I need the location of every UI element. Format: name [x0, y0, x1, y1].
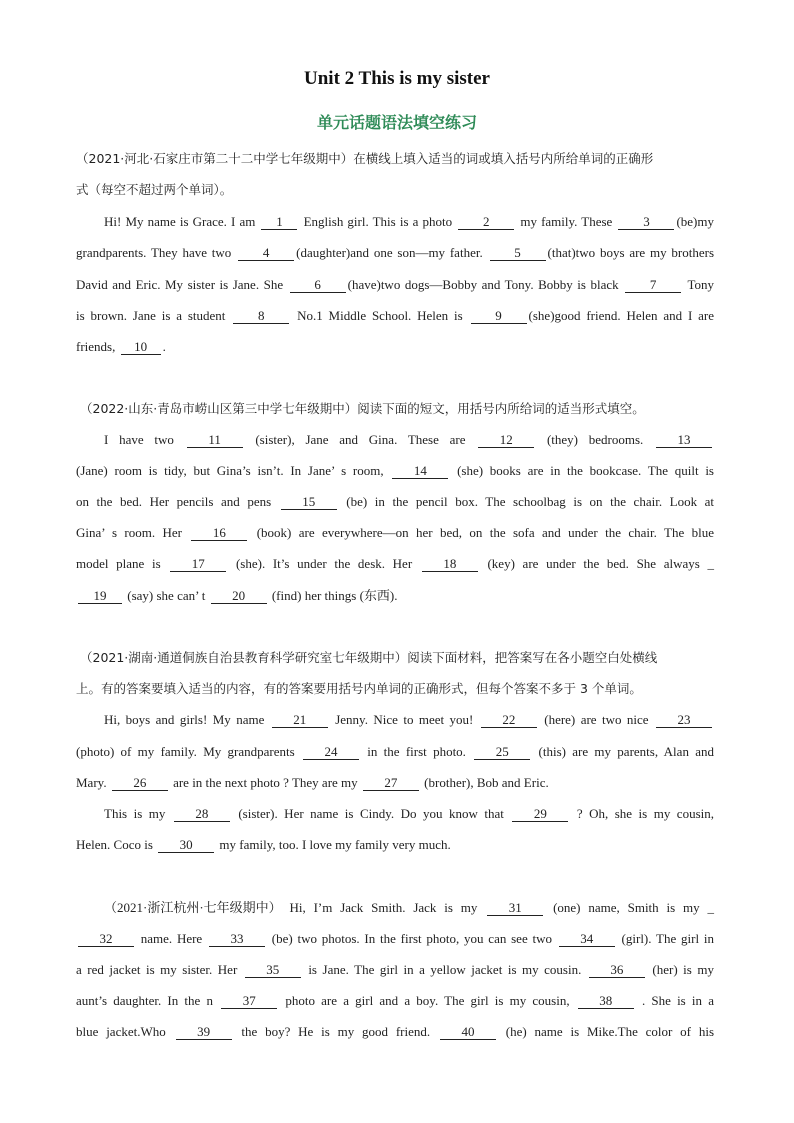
text-line: friends, 10 . [76, 339, 166, 354]
text-line: a red jacket is my sister. Her 35 is Jane. The girl in a yellow jacket is my cousin. 36 (her) is my [76, 962, 714, 977]
answer-blank[interactable]: 24 [303, 745, 359, 760]
answer-blank[interactable]: 31 [487, 901, 543, 916]
answer-blank[interactable]: 20 [211, 589, 267, 604]
answer-blank[interactable]: 36 [589, 963, 645, 978]
answer-blank[interactable]: 9 [471, 309, 527, 324]
answer-blank[interactable]: 28 [174, 807, 230, 822]
text-line: (Jane) room is tidy, but Gina’s isn’t. In Jane’ s room, 14 (she) books are in the bookcase. The quilt is [76, 463, 714, 478]
answer-blank[interactable]: 26 [112, 776, 168, 791]
text-line: （2021·浙江杭州·七年级期中） Hi, I’m Jack Smith. Jack is my 31 (one) name, Smith is my _ [104, 900, 714, 915]
answer-blank[interactable]: 5 [490, 246, 546, 261]
answer-blank[interactable]: 2 [458, 215, 514, 230]
text-line: is brown. Jane is a student 8 No.1 Middle School. Helen is 9 (she)good friend. Helen and I are [76, 308, 714, 323]
answer-blank[interactable]: 17 [170, 557, 226, 572]
answer-blank[interactable]: 38 [578, 994, 634, 1009]
answer-blank[interactable]: 4 [238, 246, 294, 261]
answer-blank[interactable]: 22 [481, 713, 537, 728]
page-subtitle: 单元话题语法填空练习 [316, 113, 477, 132]
text-line: model plane is 17 (she). It’s under the desk. Her 18 (key) are under the bed. She always _ [76, 556, 714, 571]
text-line: Gina’ s room. Her 16 (book) are everywhere—on her bed, on the sofa and under the chair. The blue [76, 525, 714, 540]
text-line: on the bed. Her pencils and pens 15 (be) in the pencil box. The schoolbag is on the chair. Look at [76, 494, 715, 509]
answer-blank[interactable]: 19 [78, 589, 122, 604]
text-line: Hi, boys and girls! My name 21 Jenny. Nice to meet you! 22 (here) are two nice 23 [104, 711, 714, 729]
text-line: Hi! My name is Grace. I am 1 English girl. This is a photo 2 my family. These 3 (be)my [104, 214, 714, 229]
text-line: （2022·山东·青岛市崂山区第三中学七年级期中）阅读下面的短文，用括号内所给词的适当形式填空。 [80, 401, 645, 416]
answer-blank[interactable]: 23 [656, 713, 712, 728]
answer-blank[interactable]: 37 [221, 994, 277, 1009]
text-line: Mary. 26 are in the next photo ? They are my 27 (brother), Bob and Eric. [76, 775, 549, 790]
text-line: grandparents. They have two 4 (daughter)and one son—my father. 5 (that)two boys are my brothers [76, 245, 715, 260]
text-line: (photo) of my family. My grandparents 24 in the first photo. 25 (this) are my parents, Alan and [76, 744, 715, 759]
text-line: （2021·湖南·通道侗族自治县教育科学研究室七年级期中）阅读下面材料，把答案写在各小题空白处横线 [80, 650, 658, 665]
answer-blank[interactable]: 11 [187, 433, 243, 448]
text-line: This is my 28 (sister). Her name is Cindy. Do you know that 29 ? Oh, she is my cousin, [104, 806, 714, 821]
text-line: blue jacket.Who 39 the boy? He is my good friend. 40 (he) name is Mike.The color of his [76, 1024, 714, 1039]
answer-blank[interactable]: 13 [656, 433, 712, 448]
text-line: 式（每空不超过两个单词）。 [76, 182, 233, 197]
answer-blank[interactable]: 21 [272, 713, 328, 728]
answer-blank[interactable]: 6 [290, 278, 346, 293]
answer-blank[interactable]: 8 [233, 309, 289, 324]
page-title: Unit 2 This is my sister [304, 68, 490, 89]
answer-blank[interactable]: 3 [618, 215, 674, 230]
answer-blank[interactable]: 16 [191, 526, 247, 541]
text-line: I have two 11 (sister), Jane and Gina. These are 12 (they) bedrooms. 13 [104, 431, 714, 449]
text-line: aunt’s daughter. In the n 37 photo are a girl and a boy. The girl is my cousin, 38 . She is in a [76, 993, 714, 1008]
text-line: 上。有的答案要填入适当的内容，有的答案要用括号内单词的正确形式，但每个答案不多于 3 个单词。 [76, 681, 642, 696]
answer-blank[interactable]: 25 [474, 745, 530, 760]
answer-blank[interactable]: 35 [245, 963, 301, 978]
answer-blank[interactable]: 27 [363, 776, 419, 791]
text-line: （2021·河北·石家庄市第二十二中学七年级期中）在横线上填入适当的词或填入括号内所给单词的正确形 [76, 151, 654, 166]
text-line: David and Eric. My sister is Jane. She 6 (have)two dogs—Bobby and Tony. Bobby is black 7 Tony [76, 277, 714, 292]
answer-blank[interactable]: 40 [440, 1025, 496, 1040]
answer-blank[interactable]: 14 [392, 464, 448, 479]
answer-blank[interactable]: 7 [625, 278, 681, 293]
answer-blank[interactable]: 29 [512, 807, 568, 822]
answer-blank[interactable]: 1 [261, 215, 297, 230]
answer-blank[interactable]: 32 [78, 932, 134, 947]
answer-blank[interactable]: 10 [121, 340, 161, 355]
answer-blank[interactable]: 30 [158, 838, 214, 853]
answer-blank[interactable]: 15 [281, 495, 337, 510]
answer-blank[interactable]: 34 [559, 932, 615, 947]
answer-blank[interactable]: 12 [478, 433, 534, 448]
answer-blank[interactable]: 18 [422, 557, 478, 572]
answer-blank[interactable]: 33 [209, 932, 265, 947]
text-line: Helen. Coco is 30 my family, too. I love my family very much. [76, 837, 451, 852]
answer-blank[interactable]: 39 [176, 1025, 232, 1040]
text-line: 32 name. Here 33 (be) two photos. In the first photo, you can see two 34 (girl). The girl in [76, 930, 714, 948]
text-line: 19 (say) she can’ t 20 (find) her things (东西). [76, 587, 397, 605]
